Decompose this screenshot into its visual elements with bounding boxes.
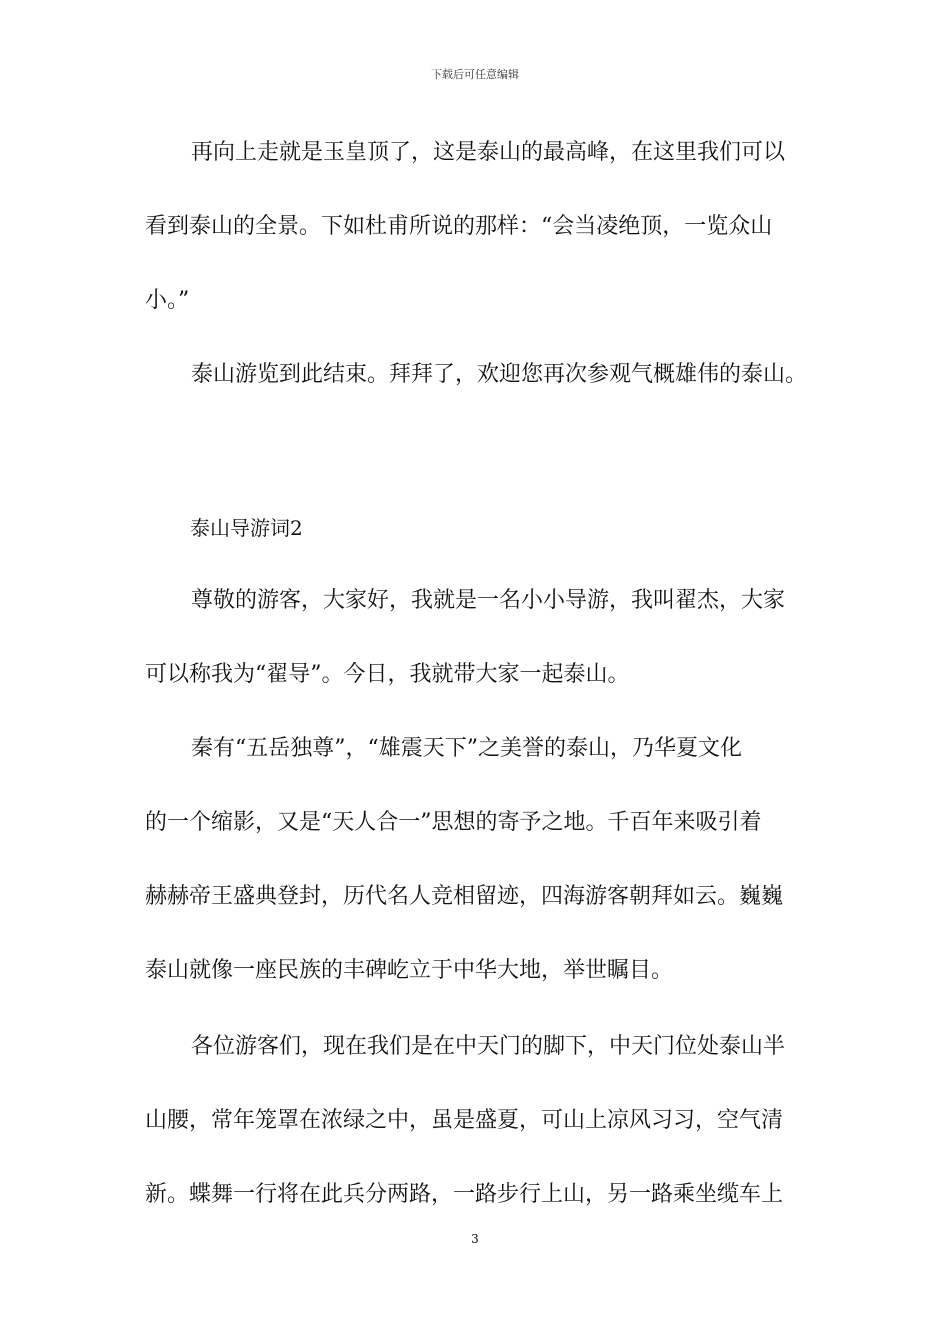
text-line: 尊敬的游客，大家好，我就是一名小小导游，我叫翟杰，大家 [191, 588, 786, 613]
section-heading: 泰山导游词2 [190, 516, 303, 540]
text-line: 小。” [145, 288, 190, 313]
page-header: 下载后可任意编辑 [431, 68, 519, 81]
text-line: 的一个缩影，又是“天人合一”思想的寄予之地。千百年来吸引着 [145, 810, 762, 835]
text-line: 新。蝶舞一行将在此兵分两路，一路步行上山，另一路乘坐缆车上 [145, 1182, 784, 1207]
text-line: 泰山就像一座民族的丰碑屹立于中华大地，举世瞩目。 [145, 958, 674, 983]
text-line: 秦有“五岳独尊”，“雄震天下”之美誉的泰山，乃华夏文化 [191, 736, 742, 761]
text-line: 各位游客们，现在我们是在中天门的脚下，中天门位处泰山半 [191, 1034, 786, 1059]
text-line: 山腰，常年笼罩在浓绿之中，虽是盛夏，可山上凉风习习，空气清 [145, 1108, 784, 1133]
page-number: 3 [471, 1232, 479, 1246]
text-line: 看到泰山的全景。下如杜甫所说的那样：“会当凌绝顶，一览众山 [145, 214, 773, 239]
text-line: 泰山游览到此结束。拜拜了，欢迎您再次参观气概雄伟的泰山。 [191, 362, 808, 387]
text-line: 赫赫帝王盛典登封，历代名人竞相留迹，四海游客朝拜如云。巍巍 [145, 884, 784, 909]
text-line: 再向上走就是玉皇顶了，这是泰山的最高峰，在这里我们可以 [191, 140, 786, 165]
text-line: 可以称我为“翟导”。今日，我就带大家一起泰山。 [145, 662, 630, 687]
